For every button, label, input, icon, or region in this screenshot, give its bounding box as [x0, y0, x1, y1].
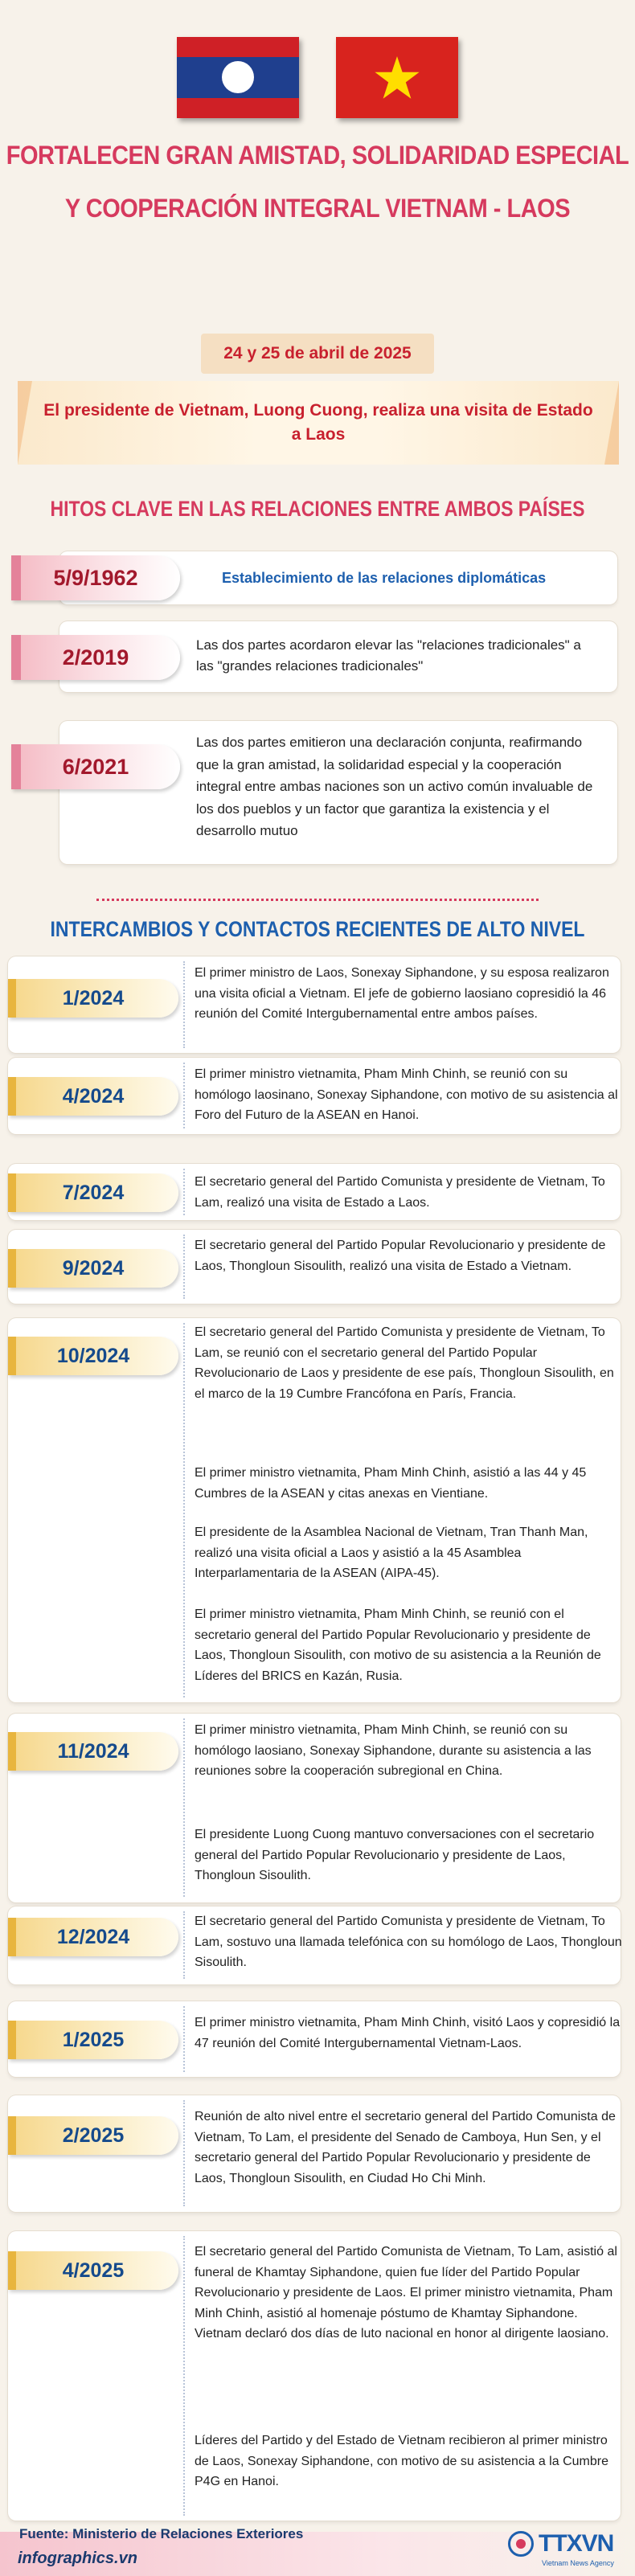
divider	[183, 2100, 185, 2206]
laos-flag	[177, 37, 299, 118]
exchange-text: El secretario general del Partido Comunista y presidente de Vietnam, To Lam, realizó una visita de Estado a Laos.	[195, 1175, 605, 1210]
exchange-date: 4/2024	[8, 1077, 178, 1116]
exchange-text: El primer ministro vietnamita, Pham Minh Chinh, asistió a las 44 y 45 Cumbres de la ASEAN y citas anexas en Vientiane.	[195, 1466, 587, 1501]
exchange-date: 4/2025	[8, 2251, 178, 2290]
divider	[183, 1323, 185, 1698]
divider	[96, 899, 539, 901]
exchange-date: 1/2025	[8, 2021, 178, 2059]
divider	[183, 2236, 185, 2516]
ribbon-right	[604, 381, 619, 465]
vietnam-flag	[336, 37, 458, 118]
divider	[183, 1718, 185, 1897]
milestone-date: 5/9/1962	[11, 555, 180, 600]
exchange-text: El secretario general del Partido Popular Revolucionario y presidente de Laos, Thongloun Sisoulith, realizó una visita de Estado a Vietnam.	[195, 1239, 606, 1273]
exchange-date: 12/2024	[8, 1918, 178, 1956]
exchange-text: El primer ministro vietnamita, Pham Minh Chinh, se reunió con el secretario general del Partido Popular Revolucionario y presidente de Laos, Thongloun Sisoulith, con motivo de su asistencia a la Reunión de Líderes del BRICS en Kazán, Rusia.	[195, 1607, 601, 1683]
exchange-text: El primer ministro vietnamita, Pham Minh Chinh, visitó Laos y copresidió la 47 reunión del Comité Intergubernamental Vietnam-Laos.	[195, 2016, 621, 2050]
exchange-date: 2/2025	[8, 2116, 178, 2155]
exchange-text: El primer ministro de Laos, Sonexay Siphandone, y su esposa realizaron una visita oficial a Vietnam. El jefe de gobierno laosiano copresidió la 46 reunión del Comité Intergubernamental entre ambos países.	[195, 966, 609, 1021]
star-icon	[373, 54, 421, 102]
exchange-date: 1/2024	[8, 979, 178, 1018]
exchange-text: El presidente Luong Cuong mantuvo conversaciones con el secretario general del Partido Popular Revolucionario y presidente de Laos, Thongloun Sisoulith.	[195, 1828, 595, 1882]
visit-headline: El presidente de Vietnam, Luong Cuong, realiza una visita de Estado a Laos	[43, 400, 593, 444]
divider	[183, 1063, 185, 1128]
exchange-date: 10/2024	[8, 1337, 178, 1375]
main-title-line1: FORTALECEN GRAN AMISTAD, SOLIDARIDAD ESPECIAL	[6, 141, 629, 170]
visit-date: 24 y 25 de abril de 2025	[201, 334, 434, 374]
logo-text: TTXVN	[539, 2530, 614, 2557]
exchange-text: El secretario general del Partido Comunista y presidente de Vietnam, To Lam, sostuvo una llamada telefónica con su homólogo de Laos, Thongloun Sisoulith.	[195, 1915, 622, 1969]
source-text: Fuente: Ministerio de Relaciones Exteriores	[19, 2526, 304, 2541]
exchange-text: El presidente de la Asamblea Nacional de Vietnam, Tran Thanh Man, realizó una visita oficial a Laos y asistió a la 45 Asamblea Interparlamentaria de la ASEAN (AIPA-45).	[195, 1526, 588, 1580]
milestone-text: Establecimiento de las relaciones diplomáticas	[222, 570, 547, 586]
logo-icon	[508, 2531, 534, 2557]
main-title-line2: Y COOPERACIÓN INTEGRAL VIETNAM - LAOS	[64, 195, 571, 223]
exchange-text: El primer ministro vietnamita, Pham Minh Chinh, se reunió con su homólogo laosiano, Sonexay Siphandone, durante su asistencia a las reuniones sobre la cooperación subregional en China.	[195, 1723, 592, 1778]
site-link[interactable]: infographics.vn	[18, 2549, 137, 2567]
divider	[183, 1911, 185, 1979]
divider	[183, 1235, 185, 1299]
exchange-text: El secretario general del Partido Comunista de Vietnam, To Lam, asistió al funeral de Khamtay Siphandone, quien fue líder del Partido Popular Revolucionario y presidente de Laos. El primer ministro vietnamita, Pham Minh Chinh, asistió al homenaje póstumo de Khamtay Siphandone. Vietnam declaró dos días de luto nacional en honor al dirigente laosiano.	[195, 2245, 617, 2341]
divider	[183, 1169, 185, 1215]
ribbon-left	[18, 381, 32, 465]
exchange-date: 7/2024	[8, 1173, 178, 1212]
exchange-date: 11/2024	[8, 1732, 178, 1771]
milestone-date: 2/2019	[11, 635, 180, 680]
exchange-text: Reunión de alto nivel entre el secretario general del Partido Comunista de Vietnam, To Lam, el presidente del Senado de Camboya, Hun Sen, y el secretario general del Partido Popular Revolucionario y presidente de Laos, Thongloun Sisoulith, en Ciudad Ho Chi Minh.	[195, 2110, 616, 2185]
exchange-date: 9/2024	[8, 1249, 178, 1288]
exchanges-title: INTERCAMBIOS Y CONTACTOS RECIENTES DE ALTO NIVEL	[50, 916, 585, 941]
logo-subtitle: Vietnam News Agency	[542, 2559, 614, 2567]
divider	[183, 961, 185, 1048]
milestone-date: 6/2021	[11, 744, 180, 789]
visit-banner	[18, 381, 619, 465]
exchange-text: El primer ministro vietnamita, Pham Minh Chinh, se reunió con su homólogo laosinano, Sonexay Siphandone, con motivo de su asistencia al Foro del Futuro de la ASEAN en Hanoi.	[195, 1067, 618, 1122]
exchange-text: Líderes del Partido y del Estado de Vietnam recibieron al primer ministro de Laos, Sonexay Siphandone, con motivo de su asistencia a la Cumbre P4G en Hanoi.	[195, 2434, 608, 2488]
divider	[183, 2006, 185, 2072]
milestones-title: HITOS CLAVE EN LAS RELACIONES ENTRE AMBOS PAÍSES	[50, 496, 585, 521]
milestone-text: Las dos partes emitieron una declaración conjunta, reafirmando que la gran amistad, la solidaridad especial y la cooperación integral entre ambas naciones son un activo común invaluable de los dos pueblos y un factor que garantiza la existencia y el desarrollo mutuo	[196, 735, 593, 838]
ttxvn-logo	[508, 2530, 613, 2558]
exchange-text: El secretario general del Partido Comunista y presidente de Vietnam, To Lam, se reunió con el secretario general del Partido Popular Revolucionario de Laos y presidente de ese país, Thongloun Sisoulith, en el marco de la 19 Cumbre Francófona en París, Francia.	[195, 1325, 614, 1401]
milestone-text: Las dos partes acordaron elevar las "relaciones tradicionales" a las "grandes relaciones tradicionales"	[196, 637, 581, 674]
